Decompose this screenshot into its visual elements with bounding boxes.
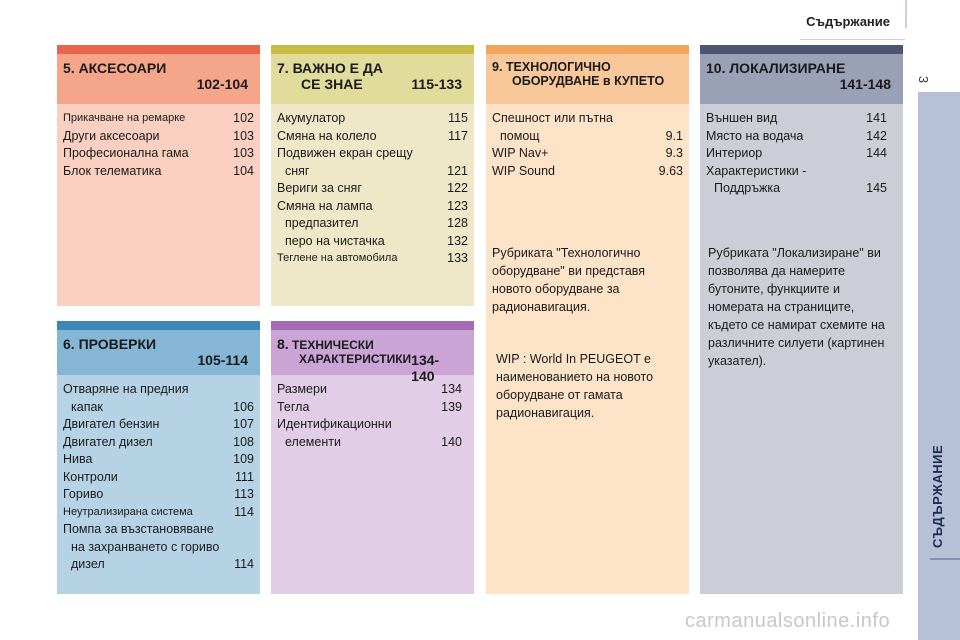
toc-entry[interactable]: Блок телематика 104	[63, 163, 254, 178]
section-8-range: 134-140	[411, 352, 440, 384]
section-10-range: 141-148	[839, 76, 891, 92]
toc-entry[interactable]: предпазител 128	[285, 216, 468, 230]
section-6-range: 105-114	[197, 352, 248, 368]
toc-entry[interactable]: Интериор 144	[706, 146, 887, 160]
section-10-header[interactable]	[700, 54, 903, 104]
page-header-title: Съдържание	[806, 14, 890, 29]
toc-entry[interactable]: Идентификационни	[277, 417, 392, 431]
section-9-strip	[486, 45, 689, 54]
section-9-wip-note: WIP : World In PEUGEOT е наименованието на новото оборудване от гамата радионавигация.	[496, 352, 654, 420]
toc-entry[interactable]: Професионална гама 103	[63, 146, 254, 160]
section-5-accessories	[57, 45, 260, 306]
section-6-strip	[57, 321, 260, 330]
section-8-body	[271, 375, 474, 594]
section-10-note: Рубриката "Локализиране" ви позволява да намерите бутоните, функциите и номерата на страниците, където се намират схемите на различните силуети (картинен указател).	[708, 245, 885, 368]
toc-entry[interactable]: Теглене на автомобила 133	[277, 251, 468, 265]
toc-entry[interactable]: Отваряне на предния	[63, 382, 189, 396]
toc-entry[interactable]: Помпа за възстановяване	[63, 522, 214, 536]
toc-entry[interactable]: Спешност или пътна	[492, 111, 613, 125]
section-10-locating	[700, 45, 903, 594]
section-6-header[interactable]	[57, 330, 260, 375]
section-5-strip	[57, 45, 260, 54]
side-tab-rule	[930, 558, 960, 560]
section-10-body	[700, 104, 903, 594]
toc-entry[interactable]: Гориво 113	[63, 487, 254, 501]
section-7-strip	[271, 45, 474, 54]
toc-entry[interactable]: на захранването с гориво	[71, 539, 220, 554]
toc-entry[interactable]: Прикачване на ремарке 102	[63, 111, 254, 125]
toc-entry[interactable]: WIP Nav+ 9.3	[492, 146, 683, 160]
toc-entry[interactable]: Тегла 139	[277, 399, 462, 414]
header-divider	[905, 0, 907, 28]
toc-entry[interactable]: Двигател бензин 107	[63, 417, 254, 431]
section-5-header[interactable]	[57, 54, 260, 104]
section-9-title: 9. ТЕХНОЛОГИЧНО	[492, 60, 611, 74]
header-rule	[800, 39, 905, 40]
section-7-range: 115-133	[411, 76, 462, 92]
section-6-title: 6. ПРОВЕРКИ	[63, 336, 157, 352]
section-8-specifications	[271, 321, 474, 594]
section-9-body	[486, 104, 689, 594]
section-8-title-line2: ХАРАКТЕРИСТИКИ	[299, 352, 412, 366]
toc-entry[interactable]: Акумулатор 115	[277, 111, 468, 125]
section-8-number: 8.	[277, 336, 289, 352]
toc-entry[interactable]: Характеристики -	[706, 163, 807, 178]
toc-entry[interactable]: Двигател дизел 108	[63, 434, 254, 449]
section-8-title: ТЕХНИЧЕСКИ	[292, 338, 374, 352]
section-7-body	[271, 104, 474, 306]
toc-entry[interactable]: Външен вид 141	[706, 111, 887, 125]
side-tab-label: СЪДЪРЖАНИЕ	[930, 444, 945, 548]
section-9-title-line2: ОБОРУДВАНЕ в КУПЕТО	[512, 74, 665, 88]
toc-entry[interactable]: елементи 140	[285, 434, 462, 449]
section-6-checks	[57, 321, 260, 594]
page-number: 3	[916, 75, 932, 84]
section-5-title: 5. АКСЕСОАРИ	[63, 60, 167, 76]
toc-entry[interactable]: Смяна на лампа 123	[277, 198, 468, 213]
section-8-header[interactable]	[271, 330, 474, 384]
section-8-strip	[271, 321, 474, 330]
section-5-range: 102-104	[196, 76, 248, 92]
toc-entry[interactable]: Поддръжка 145	[714, 181, 887, 195]
section-6-body	[57, 375, 260, 594]
toc-entry[interactable]: дизел 114	[71, 557, 254, 571]
toc-entry[interactable]: Смяна на колело 117	[277, 128, 468, 143]
toc-entry[interactable]: Неутрализирана система 114	[63, 504, 254, 519]
section-7-header[interactable]	[271, 54, 474, 104]
toc-entry[interactable]: Място на водача 142	[706, 128, 887, 143]
toc-entry[interactable]: Подвижен екран срещу	[277, 146, 413, 160]
toc-entry[interactable]: Контроли 111	[63, 469, 254, 484]
section-7-title: 7. ВАЖНО Е ДА	[277, 60, 383, 76]
section-9-header[interactable]	[486, 54, 689, 104]
toc-entry[interactable]: перо на чистачка 132	[285, 233, 468, 248]
toc-entry[interactable]: капак 106	[71, 399, 254, 414]
section-10-title: 10. ЛОКАЛИЗИРАНЕ	[706, 60, 846, 76]
toc-entry[interactable]: WIP Sound 9.63	[492, 163, 683, 178]
section-7-title-line2: СЕ ЗНАЕ	[301, 76, 363, 92]
toc-entry[interactable]: Вериги за сняг 122	[277, 181, 468, 195]
section-9-note: Рубриката "Технологично оборудване" ви представя новото оборудване за радионавигация.	[492, 246, 646, 314]
watermark: carmanualsonline.info	[685, 610, 891, 632]
toc-entry[interactable]: сняг 121	[285, 163, 468, 178]
toc-entry[interactable]: Нива 109	[63, 452, 254, 466]
toc-entry[interactable]: Други аксесоари 103	[63, 128, 254, 143]
toc-entry[interactable]: помощ 9.1	[500, 128, 683, 143]
section-9-technology	[486, 45, 689, 594]
section-7-important	[271, 45, 474, 306]
section-5-body	[57, 104, 260, 306]
section-10-strip	[700, 45, 903, 54]
toc-entry[interactable]: Размери 134	[277, 382, 462, 396]
